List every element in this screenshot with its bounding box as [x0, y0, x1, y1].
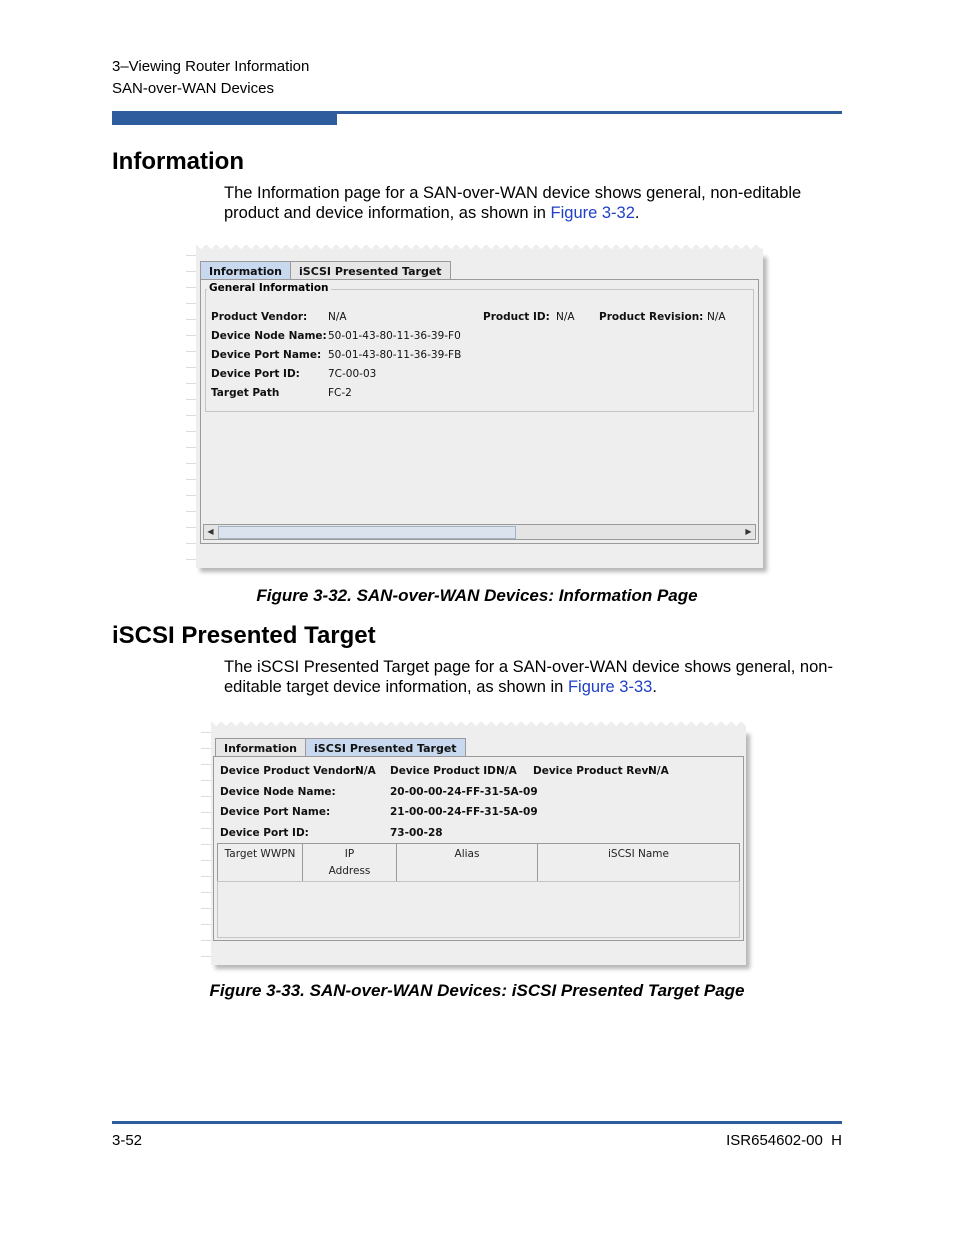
section1-paragraph [224, 183, 844, 223]
figure-3-32-link[interactable]: Figure 3-32 [550, 204, 635, 222]
column-iscsi-name[interactable] [538, 844, 739, 881]
section1-text-end: . [634, 204, 640, 222]
iscsi-presented-target-panel [213, 756, 744, 941]
device-port-id-label: Device Port ID: [220, 827, 309, 839]
section-heading-iscsi-presented-target: iSCSI Presented Target [112, 622, 376, 649]
figure-3-33-caption: Figure 3-33. SAN-over-WAN Devices: iSCSI Presented Target Page [209, 981, 745, 1000]
tab-information[interactable]: Information [215, 738, 306, 757]
tab-bar [215, 738, 465, 757]
section2-text-end: . [652, 678, 657, 696]
product-revision-label: Product Revision: [599, 311, 704, 323]
device-node-name-label: Device Node Name: [220, 786, 336, 798]
product-vendor-label: Product Vendor: [211, 311, 308, 323]
device-product-vendor-value: N/A [355, 765, 376, 777]
scroll-left-icon[interactable]: ◀ [207, 527, 214, 536]
general-information-title: General Information [209, 282, 329, 294]
device-node-name-value: 20-00-00-24-FF-31-5A-09 [390, 786, 538, 798]
device-port-id-label: Device Port ID: [211, 368, 300, 380]
product-id-value: N/A [556, 311, 575, 323]
tab-information[interactable]: Information [200, 261, 291, 280]
torn-edge-top [211, 722, 746, 730]
device-product-id-value: N/A [496, 765, 517, 777]
column-ip-address-label-2: Address [328, 865, 371, 877]
section2-text: The iSCSI Presented Target page for a SAN-over-WAN device shows general, non-editable target device information, as shown in [224, 658, 833, 696]
figure-3-33-link[interactable]: Figure 3-33 [567, 678, 653, 696]
device-port-id-value: 7C-00-03 [328, 368, 377, 380]
column-ip-address-label: IP [344, 848, 355, 860]
torn-edge-top [196, 245, 763, 253]
scroll-right-icon[interactable]: ▶ [745, 527, 752, 536]
device-port-name-value: 21-00-00-24-FF-31-5A-09 [390, 806, 538, 818]
column-alias-label: Alias [454, 848, 480, 860]
figure-3-32-caption: Figure 3-32. SAN-over-WAN Devices: Information Page [256, 586, 698, 605]
target-table-body [217, 881, 740, 938]
device-product-vendor-label: Device Product Vendor: [220, 765, 360, 777]
column-alias[interactable] [397, 844, 538, 881]
device-product-rev-value: N/A [648, 765, 669, 777]
scrollbar-thumb[interactable] [218, 526, 516, 539]
section1-text: The Information page for a SAN-over-WAN device shows general, non-editable product and device information, as shown in [224, 184, 802, 222]
device-port-name-value: 50-01-43-80-11-36-39-FB [328, 349, 462, 361]
column-target-wwpn[interactable] [218, 844, 303, 881]
tab-bar [200, 261, 450, 280]
device-port-id-value: 73-00-28 [390, 827, 443, 839]
section2-paragraph [224, 657, 844, 697]
header-rule-block [112, 111, 337, 125]
tab-iscsi-presented-target[interactable]: iSCSI Presented Target [290, 261, 451, 280]
figure-3-32-screenshot [196, 253, 763, 568]
page-number: 3-52 [112, 1132, 143, 1149]
device-product-rev-label: Device Product Rev: [533, 765, 653, 777]
horizontal-scrollbar[interactable] [203, 524, 756, 540]
running-header-chapter: 3–Viewing Router Information [112, 58, 310, 75]
column-ip-address[interactable] [303, 844, 397, 881]
device-product-id-label: Device Product ID: [390, 765, 501, 777]
product-vendor-value: N/A [328, 311, 347, 323]
device-port-name-label: Device Port Name: [211, 349, 322, 361]
torn-edge-left [201, 730, 211, 965]
information-panel [200, 279, 759, 544]
target-path-value: FC-2 [328, 387, 352, 399]
column-iscsi-name-label: iSCSI Name [608, 848, 669, 860]
device-port-name-label: Device Port Name: [220, 806, 331, 818]
footer-rule [112, 1121, 842, 1124]
section-heading-information: Information [112, 148, 244, 175]
product-id-label: Product ID: [483, 311, 550, 323]
column-target-wwpn-label: Target WWPN [224, 848, 296, 860]
target-path-label: Target Path [211, 387, 280, 399]
device-node-name-label: Device Node Name: [211, 330, 327, 342]
figure-3-33-screenshot [211, 730, 746, 965]
tab-iscsi-presented-target[interactable]: iSCSI Presented Target [305, 738, 466, 757]
device-node-name-value: 50-01-43-80-11-36-39-F0 [328, 330, 461, 342]
torn-edge-left [186, 253, 196, 568]
product-revision-value: N/A [707, 311, 726, 323]
document-id: ISR654602-00 H [726, 1132, 842, 1149]
target-table-header [217, 843, 740, 882]
running-header-section: SAN-over-WAN Devices [112, 80, 274, 97]
